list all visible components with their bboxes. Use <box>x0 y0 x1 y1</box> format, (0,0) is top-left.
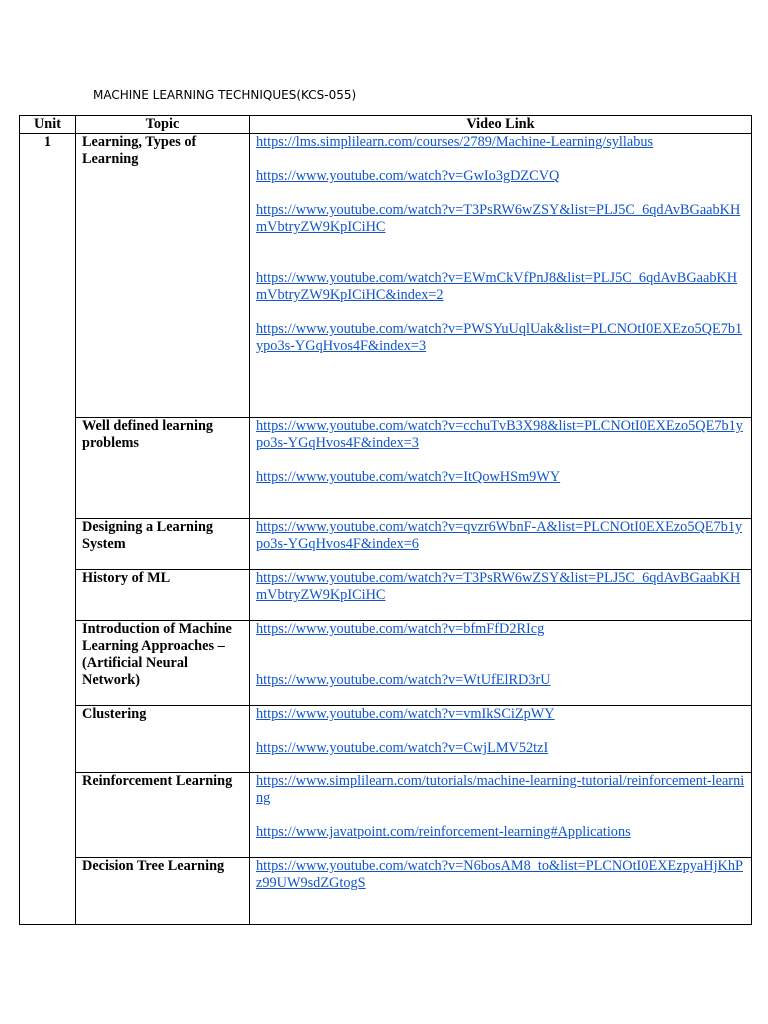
topic-cell: Introduction of Machine Learning Approaches – (Artificial Neural Network) <box>76 621 250 706</box>
links-cell <box>250 858 752 925</box>
document-title: MACHINE LEARNING TECHNIQUES(KCS-055) <box>93 88 357 102</box>
video-link[interactable]: https://www.youtube.com/watch?v=N6bosAM8_to&list=PLCNOtI0EXEzpyaHjKhPz99UW9sdZGtogS <box>256 858 743 891</box>
video-link[interactable]: https://www.simplilearn.com/tutorials/machine-learning-tutorial/reinforcement-learning <box>256 773 745 806</box>
header-unit: Unit <box>20 116 76 134</box>
table-row <box>20 134 752 418</box>
table-row <box>20 858 752 925</box>
video-link[interactable]: https://www.youtube.com/watch?v=EWmCkVfPnJ8&list=PLJ5C_6qdAvBGaabKHmVbtryZW9KpICiHC&index=2 <box>256 270 738 303</box>
video-link[interactable]: https://www.youtube.com/watch?v=T3PsRW6wZSY&list=PLJ5C_6qdAvBGaabKHmVbtryZW9KpICiHC <box>256 202 741 235</box>
links-cell <box>250 570 752 621</box>
table-row <box>20 570 752 621</box>
header-video-link: Video Link <box>250 116 752 134</box>
topic-cell: History of ML <box>76 570 250 621</box>
topic-cell: Reinforcement Learning <box>76 773 250 858</box>
video-link[interactable]: https://www.youtube.com/watch?v=vmIkSCiZpWY <box>256 706 555 722</box>
links-cell <box>250 621 752 706</box>
topic-cell: Well defined learning problems <box>76 418 250 519</box>
topic-cell: Decision Tree Learning <box>76 858 250 925</box>
topic-cell: Learning, Types of Learning <box>76 134 250 418</box>
video-link[interactable]: https://www.youtube.com/watch?v=ItQowHSm9WY <box>256 469 561 485</box>
video-link[interactable]: https://www.youtube.com/watch?v=WtUfElRD3rU <box>256 672 551 688</box>
table-row <box>20 706 752 773</box>
table-row <box>20 519 752 570</box>
video-link[interactable]: https://www.youtube.com/watch?v=PWSYuUqlUak&list=PLCNOtI0EXEzo5QE7b1ypo3s-YGqHvos4F&index=3 <box>256 321 743 354</box>
video-link[interactable]: https://www.youtube.com/watch?v=cchuTvB3X98&list=PLCNOtI0EXEzo5QE7b1ypo3s-YGqHvos4F&index=3 <box>256 418 743 451</box>
video-link[interactable]: https://www.youtube.com/watch?v=bfmFfD2RIcg <box>256 621 545 637</box>
table-header-row <box>20 116 752 134</box>
table-row <box>20 418 752 519</box>
table-row <box>20 621 752 706</box>
video-link[interactable]: https://www.youtube.com/watch?v=CwjLMV52tzI <box>256 740 549 756</box>
links-cell <box>250 773 752 858</box>
links-cell <box>250 134 752 418</box>
links-cell <box>250 706 752 773</box>
video-link[interactable]: https://lms.simplilearn.com/courses/2789/Machine-Learning/syllabus <box>256 134 654 150</box>
links-cell <box>250 418 752 519</box>
topic-cell: Clustering <box>76 706 250 773</box>
topic-cell: Designing a Learning System <box>76 519 250 570</box>
unit-number: 1 <box>20 134 76 925</box>
video-link[interactable]: https://www.youtube.com/watch?v=T3PsRW6wZSY&list=PLJ5C_6qdAvBGaabKHmVbtryZW9KpICiHC <box>256 570 741 603</box>
video-link[interactable]: https://www.youtube.com/watch?v=GwIo3gDZCVQ <box>256 168 560 184</box>
video-links-table <box>19 115 752 925</box>
video-link[interactable]: https://www.javatpoint.com/reinforcement-learning#Applications <box>256 824 631 840</box>
header-topic: Topic <box>76 116 250 134</box>
links-cell <box>250 519 752 570</box>
video-link[interactable]: https://www.youtube.com/watch?v=qvzr6WbnF-A&list=PLCNOtI0EXEzo5QE7b1ypo3s-YGqHvos4F&index=6 <box>256 519 743 552</box>
table-row <box>20 773 752 858</box>
